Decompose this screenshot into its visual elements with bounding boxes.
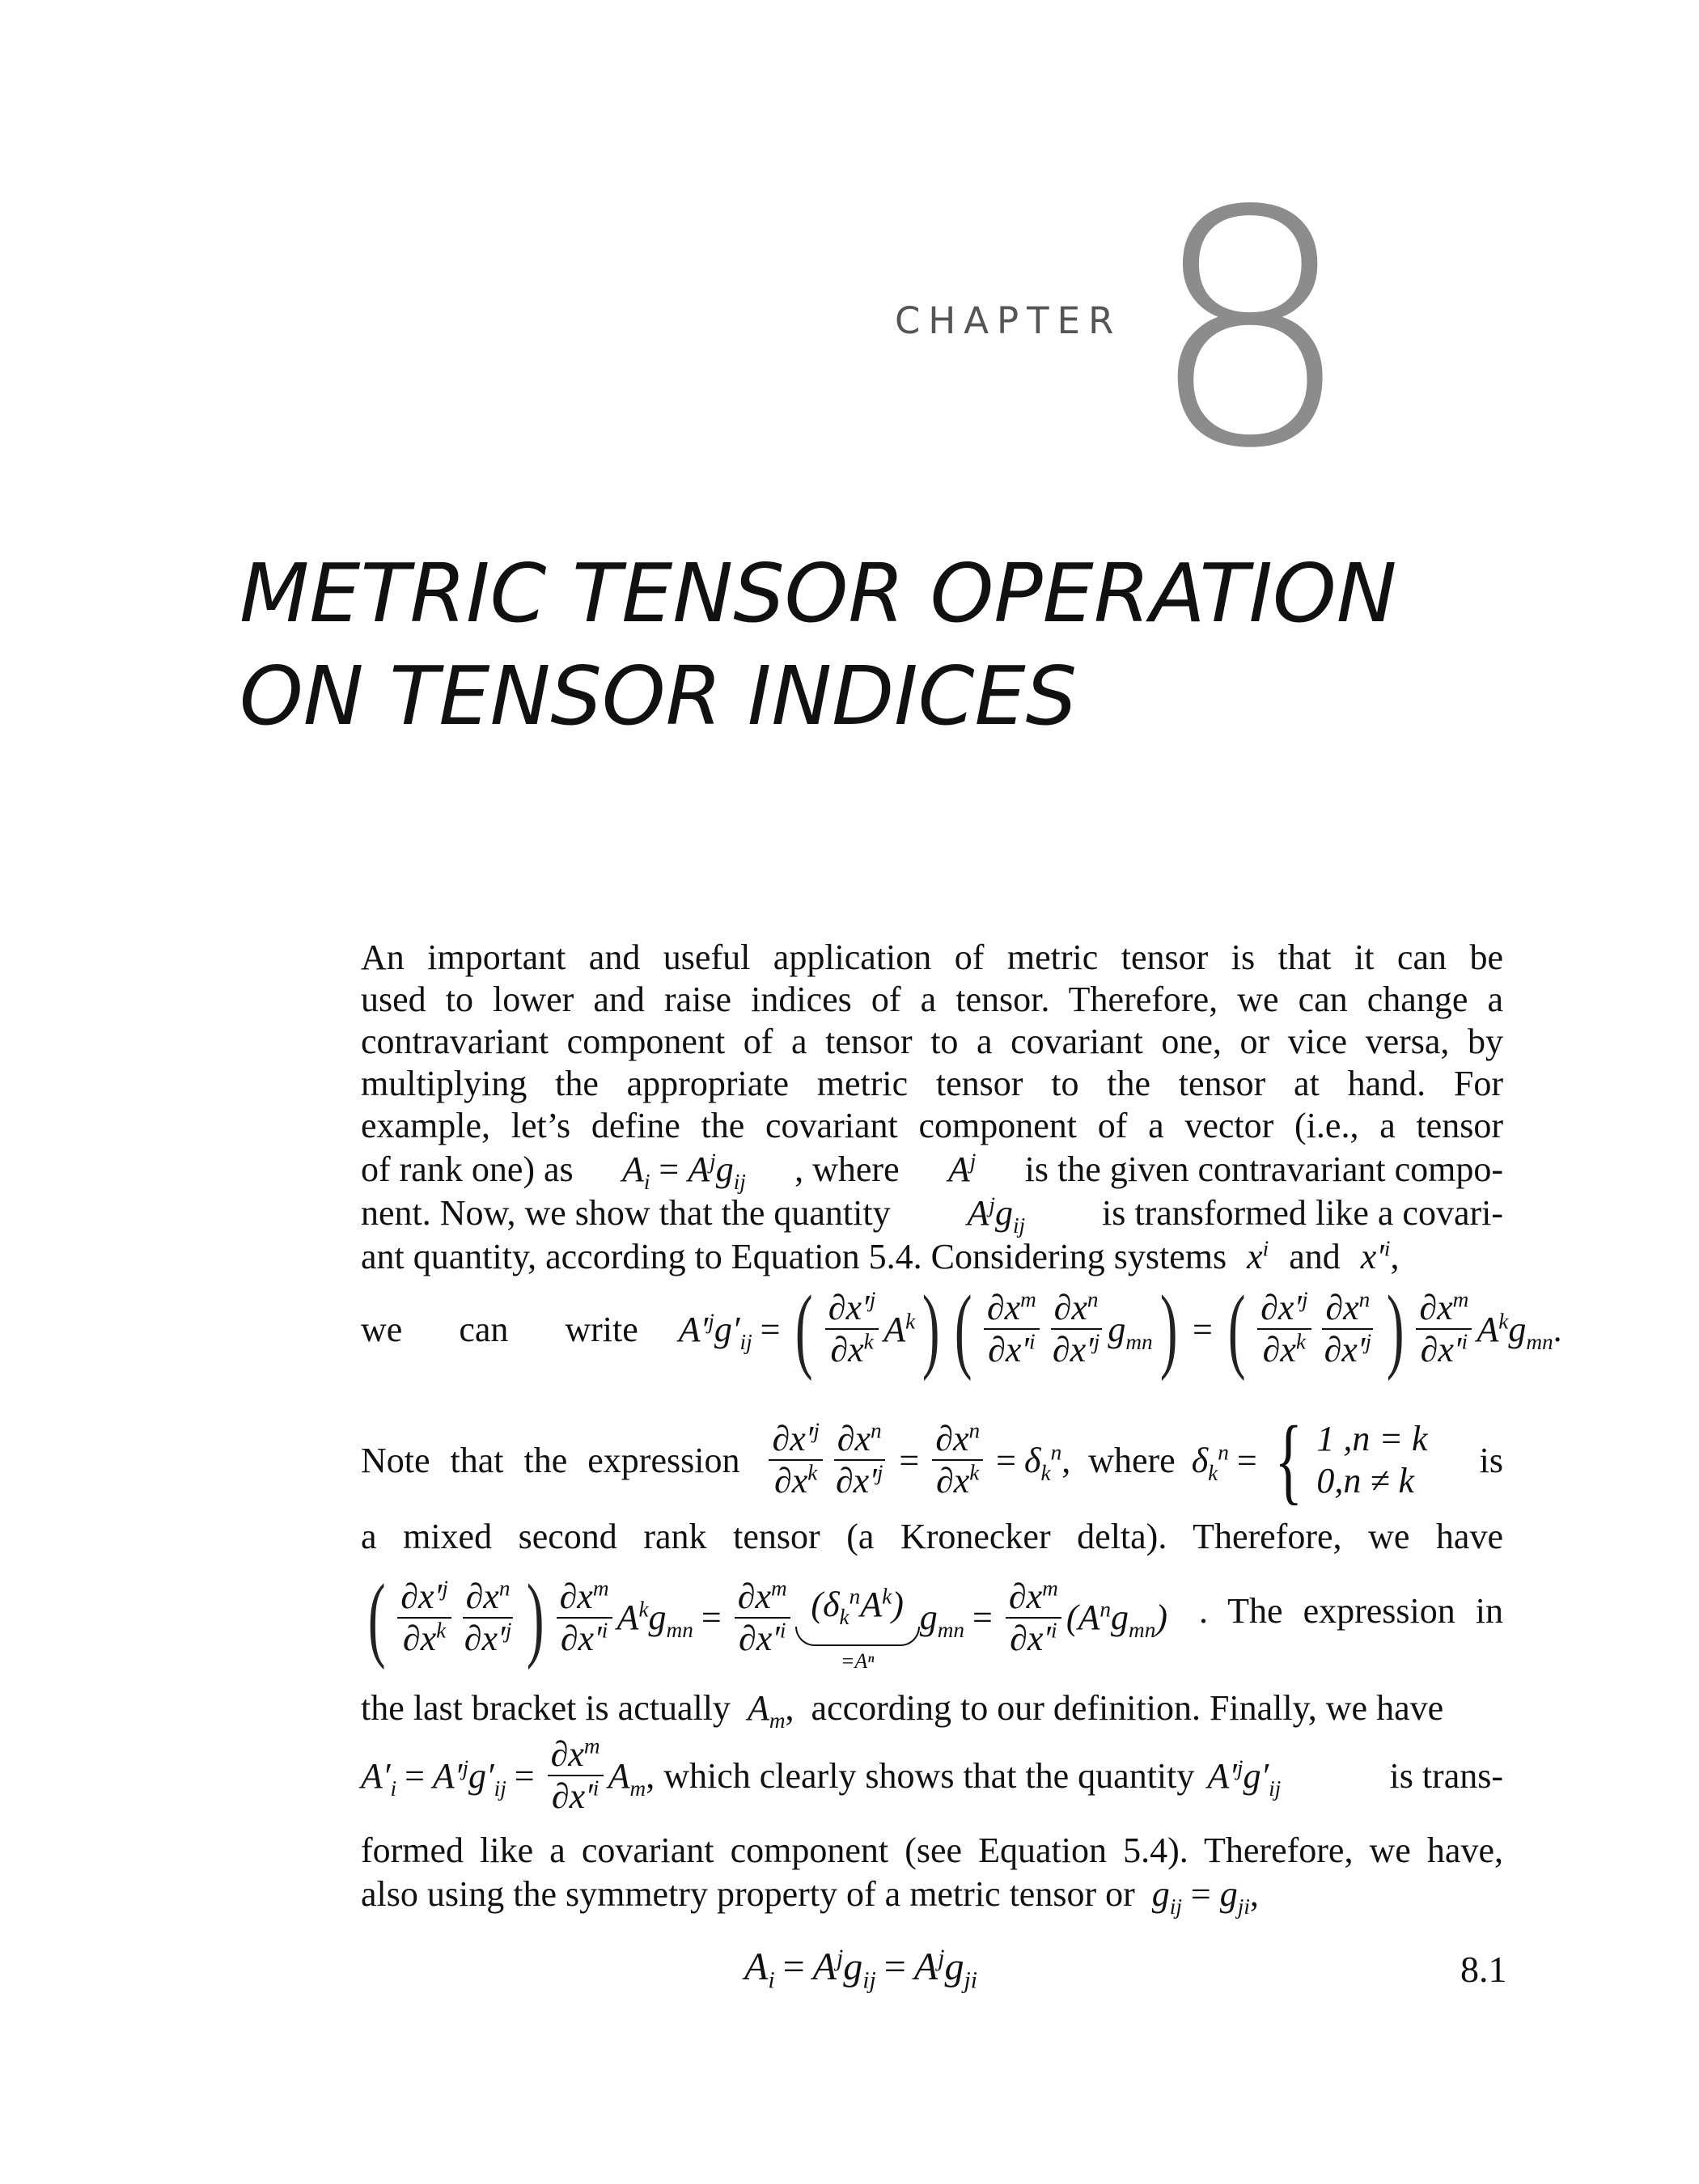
text-fragment: write	[565, 1309, 638, 1349]
text-fragment: the last bracket is actually	[361, 1688, 731, 1728]
chapter-number: 8	[1147, 143, 1354, 519]
text-fragment: of rank one) as	[361, 1149, 574, 1189]
definition-equation: $A_i = A^jg_{ij}$	[621, 1149, 746, 1194]
text-fragment: can	[459, 1309, 509, 1349]
case-one: 1 ,n = k	[1316, 1419, 1428, 1458]
text-line: used to lower and raise indices of a tensor. Therefore, we can change a	[361, 980, 1503, 1019]
body-line-3	[361, 1021, 1503, 1062]
text-fragment: according to our definition. Finally, we have	[811, 1688, 1444, 1728]
body-line-14	[361, 1731, 1503, 1820]
math-inline: $A'^jg'_{ij}$	[1207, 1754, 1282, 1801]
text-fragment: we	[361, 1309, 403, 1349]
display-equation: $A_i = A^jg_{ij} = A^jg_{ji}$	[744, 1945, 977, 1994]
underbrace	[795, 1627, 920, 1646]
math-inline: $A^jg_{ij}$	[967, 1192, 1026, 1238]
kronecker-definition: $\delta_k^n$ = { 1 ,n = k 0,n ≠ k	[1191, 1406, 1428, 1513]
text-line: An important and useful application of metric tensor is that it can be	[361, 938, 1503, 977]
body-line-8	[361, 1236, 1503, 1277]
math-inline: $x^i$	[1247, 1236, 1269, 1276]
kronecker-equation: $\frac{\partial x'^j}{\partial x^k}$ $\frac{\partial x^n}{\partial x'^j}$ = $\frac{\partial x^n}{\partial x^k}$ = $\delta_k^n$ ,	[764, 1420, 1070, 1500]
transformation-equation: $A'^jg'_{ij}$ = ( $\frac{\partial x'^j}{\partial x^k}$ $A^k$ ) ( $\frac{\partial x^m}{\partial x'^i}$ $\frac{\partial x^n}{\partial x'^j}$ $g_{mn}$ ) = ( $\frac{\partial x'^j}{\partial x^k}$ $\frac{\partial x^n}{\partial x'^j}$ ) $\frac{\partial x^m}{\partial x'^i}$ $A^kg_{mn}$ .	[678, 1276, 1562, 1382]
symmetry-equation: $g_{ij} = g_{ji}$,	[1151, 1874, 1259, 1919]
text-fragment: is trans-	[1389, 1755, 1503, 1796]
text-fragment: is the given contravariant compo-	[1024, 1149, 1503, 1189]
text-fragment: and	[1289, 1237, 1341, 1276]
math-inline: $A^j$	[947, 1149, 977, 1189]
text-line: formed like a covariant component (see Equation 5.4). Therefore, we have,	[361, 1831, 1503, 1870]
text-fragment: nent. Now, we show that the quantity	[361, 1193, 891, 1233]
text-line: contravariant component of a tensor to a covariant one, or vice versa, by	[361, 1022, 1503, 1061]
body-line-11	[361, 1516, 1503, 1557]
contraction-equation: ( $\frac{\partial x'^j}{\partial x^k}$ $\frac{\partial x^n}{\partial x'^j}$ ) $\frac{\partial x^m}{\partial x'^i}$ $A^kg_{mn}$ = $\frac{\partial x^m}{\partial x'^i}$ $(\delta_k^nA^k)$ =Aⁿ $g_{mn}$ = $\frac{\partial x^m}{\partial x'^i}$ $(A^ng_{mn})$	[367, 1564, 1167, 1673]
body-line-15	[361, 1830, 1503, 1871]
body-line-9	[361, 1276, 1562, 1382]
math-inline: $x'^i$,	[1360, 1236, 1400, 1276]
text-fragment: where	[1088, 1440, 1176, 1480]
body-line-4	[361, 1063, 1503, 1104]
text-line: example, let’s define the covariant component of a vector (i.e., a tensor	[361, 1106, 1503, 1145]
chapter-title-line-2: ON TENSOR INDICES	[239, 649, 1078, 743]
text-fragment: is transformed like a covari-	[1101, 1193, 1503, 1233]
chapter-title-line-1: METRIC TENSOR OPERATION	[239, 546, 1397, 641]
text-fragment: also using the symmetry property of a metric tensor or	[361, 1874, 1135, 1914]
covariant-transform-equation: $A'_i$ = $A'^jg'_{ij}$ = $\frac{\partial x^m}{\partial x'^i}$ $A_m$	[361, 1733, 646, 1816]
equation-number: 8.1	[1460, 1949, 1507, 1990]
case-zero: 0,n ≠ k	[1316, 1461, 1415, 1500]
text-fragment: . The expression in	[1198, 1591, 1503, 1631]
text-fragment: is	[1479, 1440, 1503, 1480]
chapter-label: CHAPTER	[895, 299, 1122, 342]
body-line-6	[361, 1149, 1503, 1194]
text-line: multiplying the appropriate metric tensor to the tensor at hand. For	[361, 1064, 1503, 1103]
body-line-1	[361, 937, 1503, 978]
body-line-13	[361, 1687, 1503, 1733]
body-line-5	[361, 1105, 1503, 1146]
text-fragment: ant quantity, according to Equation 5.4. Considering systems	[361, 1237, 1227, 1276]
text-fragment: , where	[794, 1149, 900, 1189]
chapter-title	[239, 542, 1534, 747]
text-line: a mixed second rank tensor (a Kronecker delta). Therefore, we have	[361, 1517, 1503, 1556]
text-fragment: Note that the expression	[361, 1440, 740, 1480]
body-line-2	[361, 979, 1503, 1020]
underbrace-group: $(\delta_k^nA^k)$ =Aⁿ	[795, 1584, 920, 1674]
math-inline: $A_m$,	[747, 1688, 794, 1733]
body-line-10	[361, 1407, 1503, 1513]
body-line-16	[361, 1873, 1503, 1919]
text-fragment: , which clearly shows that the quantity	[646, 1755, 1195, 1796]
body-line-12	[361, 1561, 1503, 1682]
underbrace-label: =Aⁿ	[840, 1649, 875, 1673]
body-line-7	[361, 1192, 1503, 1238]
